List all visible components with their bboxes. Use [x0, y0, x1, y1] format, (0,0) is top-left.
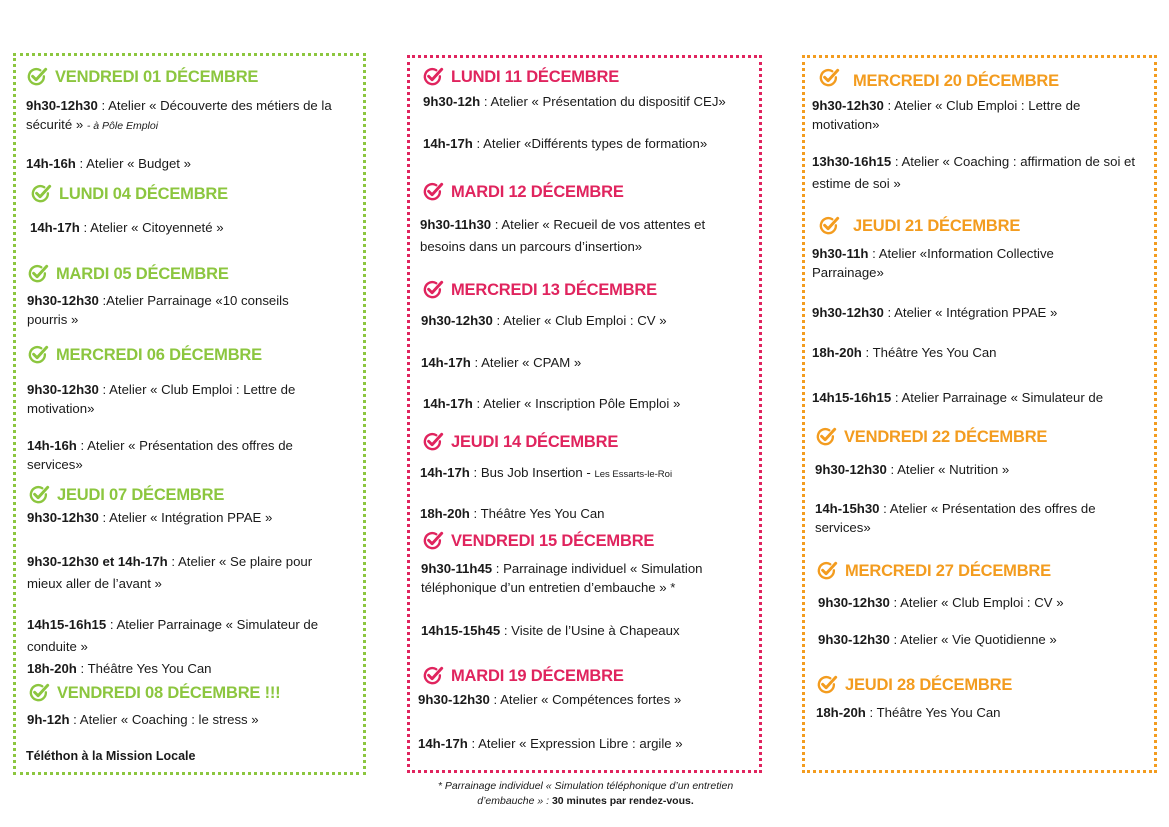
day-heading: MARDI 05 DÉCEMBRE	[27, 263, 229, 285]
event-item: 9h30-12h30 :Atelier Parrainage «10 conseils pourris »	[27, 293, 289, 327]
check-icon	[422, 665, 444, 687]
event-item: 9h30-11h45 : Parrainage individuel « Simulation téléphonique d’un entretien d’embauche » *	[421, 561, 703, 595]
check-icon	[422, 181, 444, 203]
day-heading: VENDREDI 15 DÉCEMBRE	[422, 530, 654, 552]
check-icon	[422, 431, 444, 453]
check-icon	[816, 560, 838, 582]
day-heading: LUNDI 11 DÉCEMBRE	[422, 66, 619, 88]
event-item: 14h-17h : Atelier « Citoyenneté »	[30, 220, 224, 235]
event-item: 9h30-12h : Atelier « Présentation du dispositif CEJ»	[423, 94, 726, 109]
day-heading: MERCREDI 06 DÉCEMBRE	[27, 344, 262, 366]
day-heading: MARDI 12 DÉCEMBRE	[422, 181, 624, 203]
event-item: 9h30-12h30 : Atelier « Vie Quotidienne »	[818, 632, 1057, 647]
day-heading: MERCREDI 13 DÉCEMBRE	[422, 279, 657, 301]
event-item: 9h30-12h30 : Atelier « Intégration PPAE »	[812, 305, 1058, 320]
event-item: 18h-20h : Théâtre Yes You Can	[816, 705, 1001, 720]
day-heading: MERCREDI 20 DÉCEMBRE	[818, 64, 1059, 91]
event-item: 9h30-12h30 : Atelier « Compétences fortes »	[418, 692, 682, 707]
event-item: 9h30-12h30 : Atelier « Club Emploi : CV »	[421, 313, 667, 328]
event-item: 18h-20h : Théâtre Yes You Can	[420, 506, 605, 521]
event-item: 9h30-11h : Atelier «Information Collective Parrainage»	[812, 246, 1054, 280]
event-item: 9h30-12h30 : Atelier « Découverte des métiers de la sécurité » - à Pôle Emploi	[26, 98, 332, 132]
event-item: 9h30-12h30 : Atelier « Intégration PPAE »	[27, 510, 273, 525]
check-icon	[30, 183, 52, 205]
check-icon	[818, 215, 840, 237]
check-icon	[422, 530, 444, 552]
event-item: 14h-17h : Bus Job Insertion - Les Essarts-le-Roi	[420, 465, 673, 480]
day-heading: LUNDI 04 DÉCEMBRE	[30, 183, 228, 205]
check-icon	[422, 279, 444, 301]
check-icon	[816, 674, 838, 696]
footnote: * Parrainage individuel « Simulation téléphonique d’un entretien d’embauche » : 30 minutes par rendez-vous.	[437, 780, 734, 807]
event-item: 9h30-12h30 : Atelier « Nutrition »	[815, 462, 1010, 477]
day-heading: JEUDI 21 DÉCEMBRE	[818, 215, 1020, 237]
event-item: 9h30-11h30 : Atelier « Recueil de vos attentes et besoins dans un parcours d’insertion»	[420, 217, 706, 254]
event-item: 9h30-12h30 : Atelier « Club Emploi : CV »	[818, 595, 1064, 610]
check-icon	[28, 682, 50, 704]
event-item: 14h-16h : Atelier « Budget »	[26, 156, 191, 171]
event-item: 14h-17h : Atelier «Différents types de formation»	[423, 136, 708, 151]
event-item: 18h-20h : Théâtre Yes You Can	[812, 345, 997, 360]
event-item: 14h15-15h45 : Visite de l’Usine à Chapeaux	[421, 623, 680, 638]
event-item: 14h15-16h15 : Atelier Parrainage « Simulateur de	[812, 390, 1104, 405]
day-heading: JEUDI 28 DÉCEMBRE	[816, 674, 1012, 696]
event-item: 14h-15h30 : Atelier « Présentation des offres de services»	[815, 501, 1096, 535]
day-heading: VENDREDI 22 DÉCEMBRE	[815, 426, 1047, 448]
event-item: 14h-17h : Atelier « CPAM »	[421, 355, 582, 370]
day-heading: VENDREDI 01 DÉCEMBRE	[26, 66, 258, 88]
event-item: 14h-16h : Atelier « Présentation des offres de services»	[27, 438, 293, 472]
check-icon	[818, 67, 840, 89]
check-icon	[28, 484, 50, 506]
check-icon	[422, 66, 444, 88]
check-icon	[27, 263, 49, 285]
event-item: 14h15-16h15 : Atelier Parrainage « Simulateur de conduite »	[27, 617, 319, 654]
check-icon	[815, 426, 837, 448]
day-heading: VENDREDI 08 DÉCEMBRE !!!	[28, 682, 280, 704]
event-item: 9h30-12h30 : Atelier « Club Emploi : Lettre de motivation»	[27, 382, 296, 416]
check-icon	[27, 344, 49, 366]
day-heading: MARDI 19 DÉCEMBRE	[422, 665, 624, 687]
check-icon	[26, 66, 48, 88]
event-item: 14h-17h : Atelier « Inscription Pôle Emploi »	[423, 396, 681, 411]
day-heading: JEUDI 14 DÉCEMBRE	[422, 431, 618, 453]
event-item: 13h30-16h15 : Atelier « Coaching : affirmation de soi et estime de soi »	[812, 154, 1136, 191]
event-item: 14h-17h : Atelier « Expression Libre : argile »	[418, 736, 683, 751]
event-item: 9h-12h : Atelier « Coaching : le stress »	[27, 712, 259, 727]
event-item: Téléthon à la Mission Locale	[26, 749, 196, 763]
event-item: 9h30-12h30 et 14h-17h : Atelier « Se plaire pour mieux aller de l’avant »	[27, 554, 313, 591]
day-heading: MERCREDI 27 DÉCEMBRE	[816, 560, 1051, 582]
event-item: 9h30-12h30 : Atelier « Club Emploi : Lettre de motivation»	[812, 98, 1081, 132]
day-heading: JEUDI 07 DÉCEMBRE	[28, 484, 224, 506]
event-item: 18h-20h : Théâtre Yes You Can	[27, 661, 212, 676]
